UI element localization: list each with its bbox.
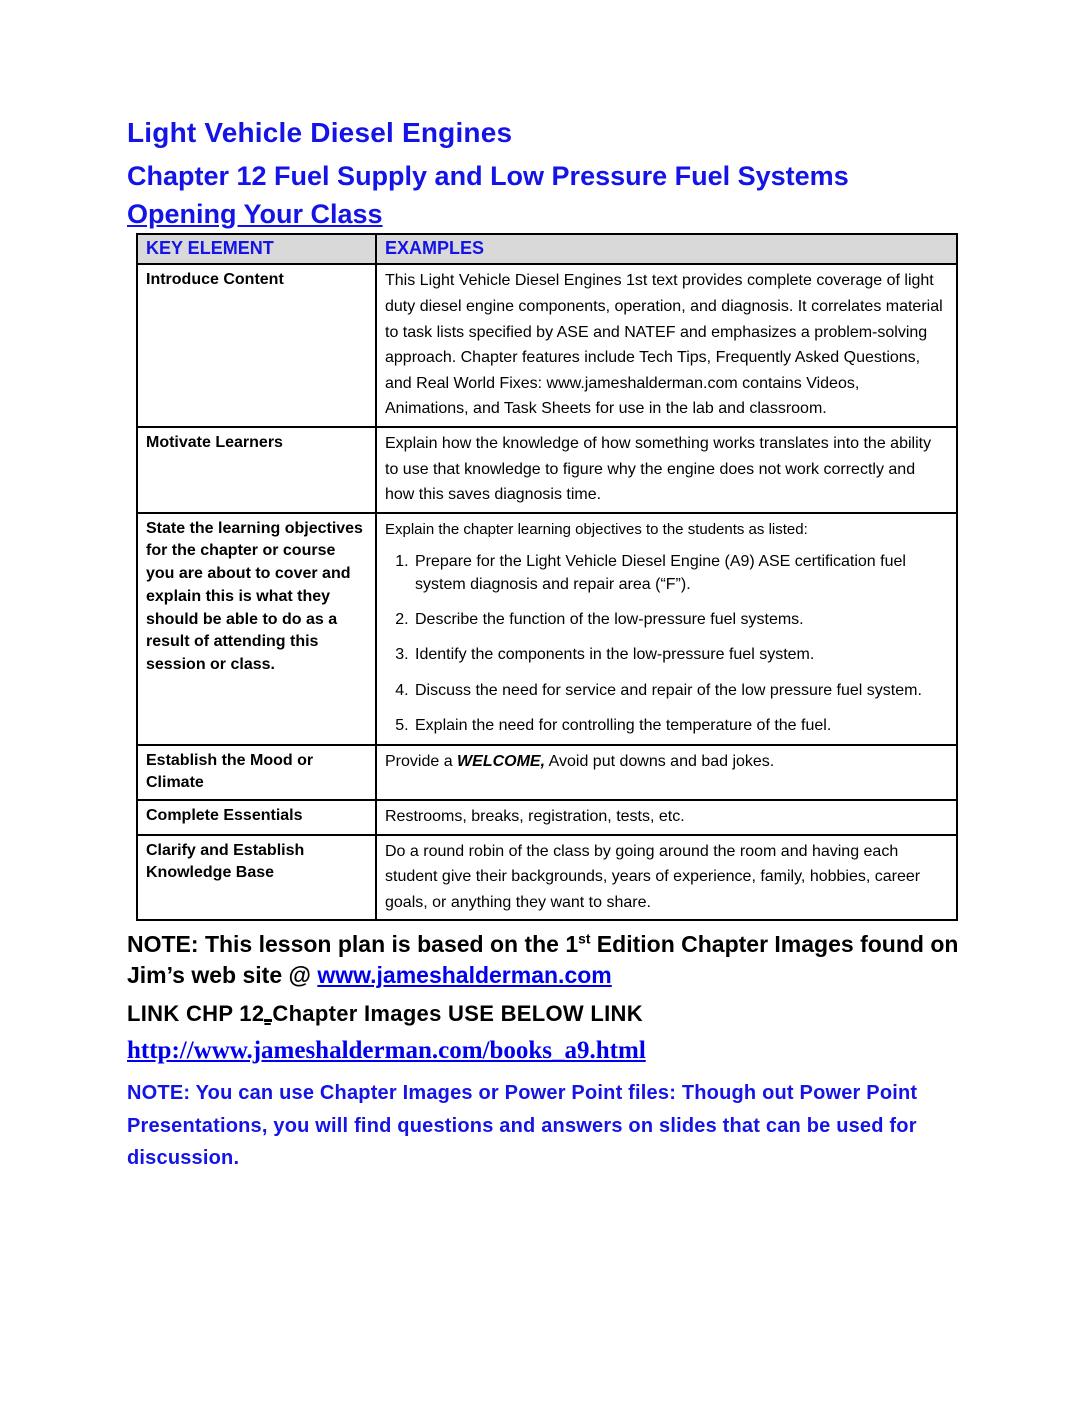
note-powerpoint: NOTE: You can use Chapter Images or Power Point files: Though out Power Point Presentations, you will find questions and answers on slides that can be used for discussion. — [127, 1082, 918, 1170]
example-text — [385, 749, 946, 775]
table-row-learning-objectives — [137, 513, 957, 745]
examples-cell — [376, 745, 957, 800]
examples-cell — [376, 800, 957, 835]
objective-item: 4. Discuss the need for service and repair of the low pressure fuel system. — [413, 680, 946, 702]
examples-cell — [376, 513, 957, 745]
example-text-part: Provide a — [385, 752, 458, 770]
table-row-introduce-content — [137, 264, 957, 427]
key-element-cell: Clarify and Establish Knowledge Base — [137, 835, 376, 921]
examples-cell — [376, 835, 957, 921]
note-text-part: NOTE: This lesson plan is based on the 1 — [127, 931, 579, 958]
objective-item: 5. Explain the need for controlling the temperature of the fuel. — [413, 715, 946, 737]
objectives-list — [385, 551, 946, 737]
example-text: Explain how the knowledge of how something works translates into the ability to use that knowledge to figure why the engine does not work correctly and how this saves diagnosis time. — [385, 434, 932, 504]
key-element-cell: Motivate Learners — [137, 427, 376, 513]
column-header-key-element: KEY ELEMENT — [137, 234, 376, 264]
key-element-cell: Establish the Mood or Climate — [137, 745, 376, 800]
example-text: This Light Vehicle Diesel Engines 1st text provides complete coverage of light duty diesel engine components, operation, and diagnosis. It correlates material to task lists specified by ASE and NATEF and emphasizes a problem-solving approach. Chapter features include Tech Tips, Frequently Asked Questions, and Real World Fixes: www.jameshalderman.com contains Videos, Animations, and Task Sheets for use in the lab and classroom. — [385, 272, 943, 418]
lesson-plan-table — [136, 233, 958, 921]
examples-cell — [376, 264, 957, 427]
example-text-part: Avoid put downs and bad jokes. — [545, 752, 775, 770]
chapter-images-url-line — [127, 1037, 965, 1065]
note-text-part: Edition Chapter Images found on Jim’s web site @ — [127, 931, 959, 989]
table-row-complete-essentials — [137, 800, 957, 835]
section-heading: Opening Your Class — [127, 198, 383, 229]
objective-item: 2. Describe the function of the low-pressure fuel systems. — [413, 609, 946, 631]
key-element-cell: State the learning objectives for the chapter or course you are about to cover and explain this is what they should be able to do as a result of attending this session or class. — [137, 513, 376, 745]
link-chp12-line — [127, 1001, 965, 1027]
table-row-clarify-knowledge — [137, 835, 957, 921]
objective-item: 3. Identify the components in the low-pressure fuel system. — [413, 644, 946, 666]
link-line-part: LINK CHP 12 — [127, 1001, 265, 1027]
superscript-st: st — [578, 931, 591, 947]
table-row-motivate-learners — [137, 427, 957, 513]
table-row-establish-mood — [137, 745, 957, 800]
table-header-row — [137, 234, 957, 264]
example-text: Do a round robin of the class by going around the room and having each student give their backgrounds, years of experience, family, hobbies, career goals, or anything they want to share. — [385, 842, 921, 911]
example-text: Restrooms, breaks, registration, tests, etc. — [385, 808, 685, 825]
key-element-cell: Complete Essentials — [137, 800, 376, 835]
objectives-intro: Explain the chapter learning objectives to the students as listed: — [385, 520, 808, 538]
link-line-part: Chapter Images USE BELOW LINK — [272, 1001, 643, 1027]
key-element-cell: Introduce Content — [137, 264, 376, 427]
column-header-examples: EXAMPLES — [376, 234, 957, 264]
jameshalderman-home-link[interactable]: www.jameshalderman.com — [317, 962, 612, 989]
books-a9-link[interactable]: http://www.jameshalderman.com/books_a9.html — [127, 1037, 646, 1065]
document-title: Light Vehicle Diesel Engines — [127, 117, 513, 148]
chapter-heading: Chapter 12 Fuel Supply and Low Pressure Fuel Systems — [127, 160, 849, 191]
objective-item: 1. Prepare for the Light Vehicle Diesel Engine (A9) ASE certification fuel system diagnosis and repair area (“F”). — [413, 551, 946, 596]
examples-cell — [376, 427, 957, 513]
note-first-edition — [127, 929, 967, 991]
welcome-emphasis: WELCOME, — [457, 752, 546, 770]
notes-section — [127, 929, 965, 1174]
